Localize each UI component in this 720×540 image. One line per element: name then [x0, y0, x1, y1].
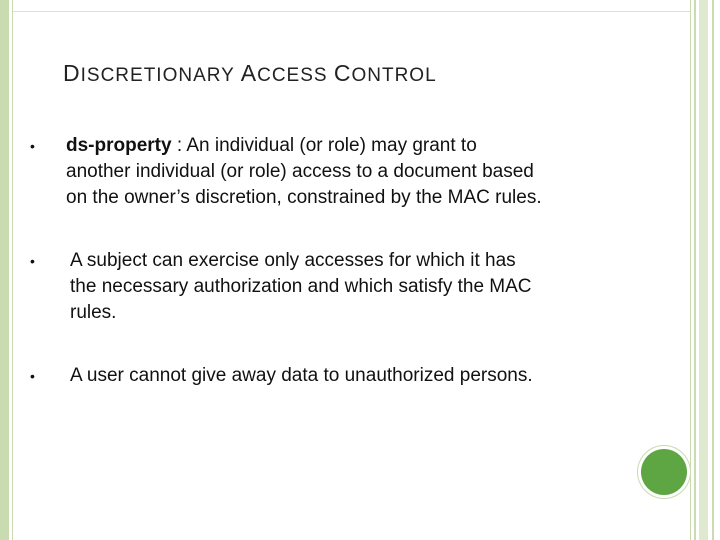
bullet-icon: •: [30, 253, 35, 269]
bullet-item: [30, 133, 680, 213]
bullet-line: : An individual (or role) may grant to: [171, 135, 477, 156]
title-initial: A: [240, 60, 258, 86]
frame-top-line: [13, 11, 690, 12]
bullet-line: on the owner’s discretion, constrained by the MAC rules.: [66, 187, 542, 208]
slide-title: [63, 60, 437, 87]
frame-right-line: [712, 0, 714, 540]
bullet-line: A subject can exercise only accesses for which it has: [70, 250, 516, 271]
title-word: CCESS: [257, 65, 328, 86]
bullet-text: [70, 248, 690, 326]
bullet-line: A user cannot give away data to unauthorized persons.: [70, 365, 533, 386]
frame-left-line: [12, 0, 13, 540]
bullet-icon: •: [30, 368, 35, 384]
frame-left-bar: [0, 0, 9, 540]
bullet-item: [30, 248, 680, 328]
bullet-line: another individual (or role) access to a document based: [66, 161, 534, 182]
title-initial: D: [63, 60, 81, 86]
frame-right-line: [694, 0, 696, 540]
title-initial: C: [333, 60, 352, 86]
bullet-text: [70, 363, 690, 389]
green-circle-icon: [641, 449, 687, 495]
bullet-line: rules.: [70, 302, 117, 323]
title-word: ONTROL: [351, 65, 437, 86]
bullet-line: the necessary authorization and which satisfy the MAC: [70, 276, 532, 297]
frame-right-line: [690, 0, 691, 540]
title-word: ISCRETIONARY: [80, 65, 235, 86]
bullet-term: ds-property: [66, 135, 172, 156]
frame-right-bar: [699, 0, 708, 540]
bullet-icon: •: [30, 138, 35, 154]
bullet-text: [66, 133, 706, 211]
bullet-item: [30, 363, 680, 393]
